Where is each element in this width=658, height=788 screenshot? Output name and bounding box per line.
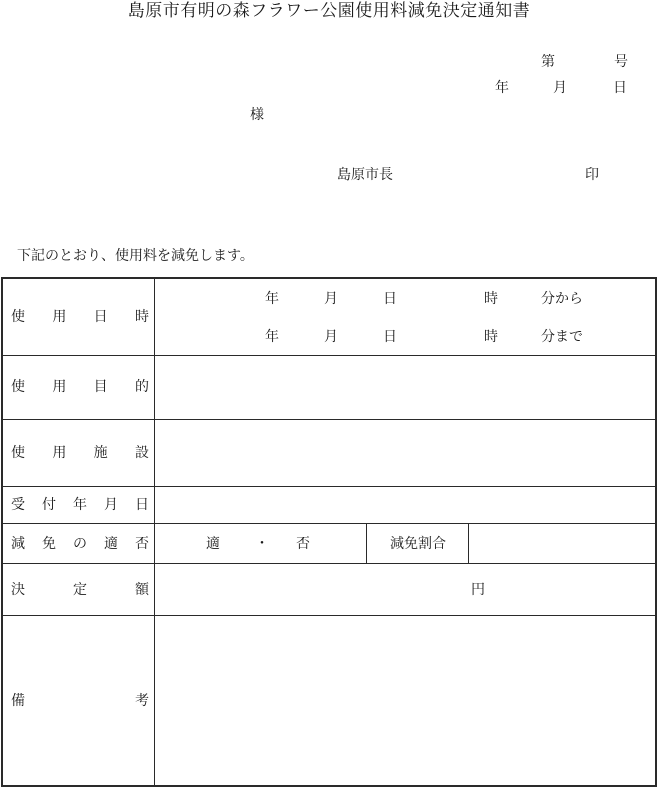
row-divider <box>3 523 655 524</box>
exemption-dot: ・ <box>255 536 269 552</box>
date-year: 年 <box>495 80 509 96</box>
exemption-ratio-label: 減免割合 <box>390 536 446 552</box>
intro-text: 下記のとおり、使用料を減免します。 <box>17 248 254 264</box>
amount-unit: 円 <box>471 582 485 598</box>
label-usage-purpose: 使 用 目 的 <box>11 379 149 395</box>
exemption-divider <box>468 523 469 563</box>
start-hour: 時 <box>484 291 498 307</box>
label-remarks: 備 考 <box>11 693 149 709</box>
form-table <box>1 277 657 787</box>
label-received-date: 受 付 年 月 日 <box>11 497 149 513</box>
recipient-suffix: 様 <box>250 107 264 123</box>
row-divider <box>3 419 655 420</box>
end-day: 日 <box>383 329 397 345</box>
date-month: 月 <box>553 80 567 96</box>
number-dai: 第 <box>541 54 555 70</box>
end-hour: 時 <box>484 329 498 345</box>
row-divider <box>3 486 655 487</box>
start-month: 月 <box>324 291 338 307</box>
issuer-name: 島原市長 <box>337 167 393 183</box>
exemption-divider <box>366 523 367 563</box>
end-minute: 分まで <box>541 329 583 345</box>
start-minute: 分から <box>541 291 583 307</box>
label-usage-facility: 使 用 施 設 <box>11 445 149 461</box>
label-exemption: 減 免 の 適 否 <box>11 536 149 552</box>
exemption-applicable: 適 <box>206 536 220 552</box>
label-usage-datetime: 使 用 日 時 <box>11 309 149 325</box>
row-divider <box>3 615 655 616</box>
start-day: 日 <box>383 291 397 307</box>
date-day: 日 <box>613 80 627 96</box>
exemption-not-applicable: 否 <box>296 536 310 552</box>
number-go: 号 <box>614 54 628 70</box>
label-column-divider <box>154 279 155 785</box>
seal-mark: 印 <box>585 167 599 183</box>
document-title: 島原市有明の森フラワー公園使用料減免決定通知書 <box>127 1 531 21</box>
end-month: 月 <box>324 329 338 345</box>
label-decided-amount: 決 定 額 <box>11 582 149 598</box>
row-divider <box>3 355 655 356</box>
row-divider <box>3 563 655 564</box>
start-year: 年 <box>265 291 279 307</box>
end-year: 年 <box>265 329 279 345</box>
